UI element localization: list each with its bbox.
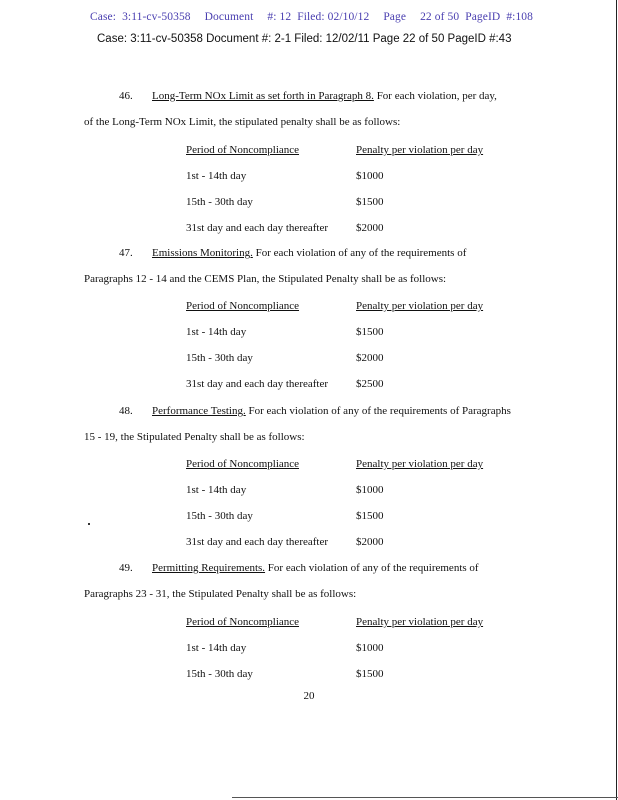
document-label: Document — [204, 11, 254, 23]
penalty-cell: $2000 — [356, 352, 384, 364]
penalty-table-47 — [186, 298, 506, 402]
pageid-number: #:108 — [506, 11, 534, 23]
paragraph-continuation: of the Long-Term NOx Limit, the stipulated penalty shall be as follows: — [84, 116, 401, 128]
pageid-label: PageID — [465, 11, 501, 23]
penalty-cell: $1500 — [356, 326, 384, 338]
column-header-penalty: Penalty per violation per day — [356, 144, 484, 156]
column-header-period: Period of Noncompliance — [186, 458, 300, 470]
paragraph-title: Long-Term NOx Limit as set forth in Paragraph 8. — [152, 90, 374, 102]
paragraph-number: 49. — [119, 562, 133, 574]
paragraph-46 — [84, 83, 524, 135]
penalty-cell: $1000 — [356, 484, 384, 496]
period-cell: 1st - 14th day — [186, 484, 247, 496]
period-cell: 31st day and each day thereafter — [186, 378, 329, 390]
paragraph-text: For each violation of any of the requirements of — [265, 562, 479, 574]
table-row — [186, 482, 506, 508]
penalty-cell: $1000 — [356, 642, 384, 654]
column-header-period: Period of Noncompliance — [186, 300, 300, 312]
column-header-penalty: Penalty per violation per day — [356, 616, 484, 628]
ecf-header-line — [90, 11, 550, 23]
paragraph-49 — [84, 555, 524, 607]
paragraph-title: Permitting Requirements. — [152, 562, 266, 574]
table-header-row — [186, 142, 506, 168]
table-row — [186, 194, 506, 220]
table-header-row — [186, 456, 506, 482]
table-row — [186, 640, 506, 666]
paragraph-48 — [84, 398, 524, 450]
scan-edge-bottom — [232, 797, 618, 798]
penalty-cell: $1500 — [356, 196, 384, 208]
column-header-period: Period of Noncompliance — [186, 616, 300, 628]
period-cell: 15th - 30th day — [186, 510, 253, 522]
period-cell: 1st - 14th day — [186, 326, 247, 338]
period-cell: 1st - 14th day — [186, 642, 247, 654]
paragraph-number: 47. — [119, 247, 133, 259]
table-row — [186, 666, 506, 692]
penalty-cell: $2000 — [356, 222, 384, 234]
case-label: Case: — [90, 11, 117, 23]
penalty-cell: $1500 — [356, 510, 384, 522]
page-label: Page — [383, 11, 407, 23]
column-header-period: Period of Noncompliance — [186, 144, 300, 156]
paragraph-number: 48. — [119, 405, 133, 417]
table-row — [186, 168, 506, 194]
penalty-cell: $1500 — [356, 668, 384, 680]
table-header-row — [186, 298, 506, 324]
paragraph-title: Performance Testing. — [152, 405, 246, 417]
case-number: 3:11-cv-50358 — [122, 11, 191, 23]
paragraph-continuation: 15 - 19, the Stipulated Penalty shall be as follows: — [84, 431, 305, 443]
table-row — [186, 324, 506, 350]
page-number: 20 — [303, 690, 315, 702]
column-header-penalty: Penalty per violation per day — [356, 458, 484, 470]
period-cell: 31st day and each day thereafter — [186, 222, 329, 234]
document-number: #: 12 — [267, 11, 292, 23]
penalty-cell: $1000 — [356, 170, 384, 182]
paragraph-title: Emissions Monitoring. — [152, 247, 253, 259]
paragraph-continuation: Paragraphs 23 - 31, the Stipulated Penalty shall be as follows: — [84, 588, 357, 600]
scan-edge-right — [616, 0, 617, 800]
period-cell: 1st - 14th day — [186, 170, 247, 182]
paragraph-text: For each violation of any of the requirements of Paragraphs — [245, 405, 511, 417]
period-cell: 15th - 30th day — [186, 196, 253, 208]
paragraph-continuation: Paragraphs 12 - 14 and the CEMS Plan, the Stipulated Penalty shall be as follows: — [84, 273, 447, 285]
paragraph-47 — [84, 240, 524, 292]
period-cell: 15th - 30th day — [186, 668, 253, 680]
column-header-penalty: Penalty per violation per day — [356, 300, 484, 312]
original-filing-header: Case: 3:11-cv-50358 Document #: 2-1 Filed: 12/02/11 Page 22 of 50 PageID #:43 — [97, 33, 512, 45]
page-of: 22 of 50 — [420, 11, 460, 23]
paragraph-number: 46. — [119, 90, 133, 102]
table-row — [186, 350, 506, 376]
table-header-row — [186, 614, 506, 640]
penalty-table-48 — [186, 456, 506, 560]
penalty-cell: $2500 — [356, 378, 384, 390]
paragraph-text: For each violation, per day, — [373, 90, 497, 102]
paragraph-text: For each violation of any of the requirements of — [252, 247, 467, 259]
filed-date: Filed: 02/10/12 — [297, 11, 370, 23]
penalty-table-46 — [186, 142, 506, 246]
penalty-cell: $2000 — [356, 536, 384, 548]
table-row — [186, 508, 506, 534]
period-cell: 31st day and each day thereafter — [186, 536, 329, 548]
penalty-table-49 — [186, 614, 506, 692]
scan-speck — [88, 523, 90, 525]
period-cell: 15th - 30th day — [186, 352, 253, 364]
